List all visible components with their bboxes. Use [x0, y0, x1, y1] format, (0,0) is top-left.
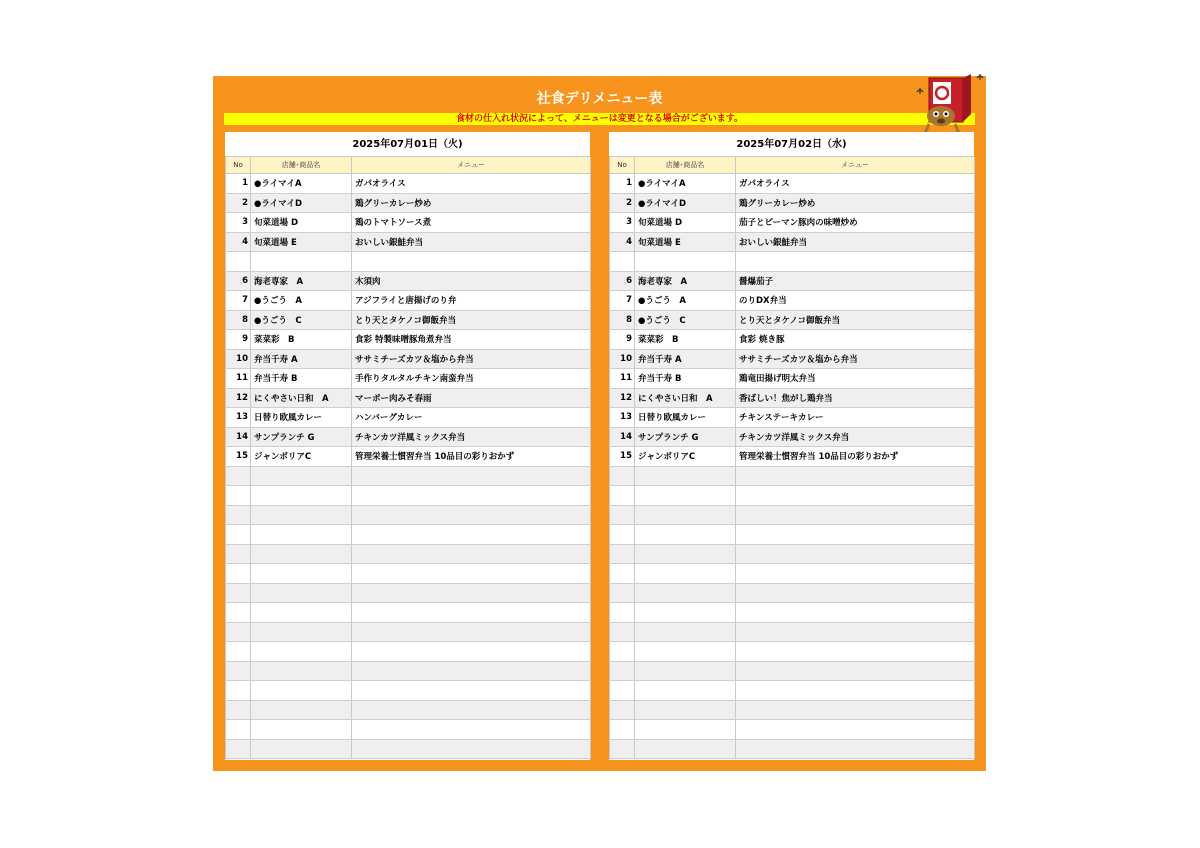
cell-no: 2: [610, 193, 635, 213]
cell-no: 13: [610, 408, 635, 428]
empty-row: [226, 603, 591, 623]
empty-row: [610, 564, 975, 584]
empty-cell: [226, 681, 251, 701]
cell-no: 15: [610, 447, 635, 467]
empty-cell: [251, 661, 352, 681]
empty-row: [226, 525, 591, 545]
empty-cell: [352, 505, 591, 525]
cell-no: 15: [226, 447, 251, 467]
empty-cell: [610, 622, 635, 642]
empty-row: [610, 681, 975, 701]
table-row: [610, 232, 975, 252]
cell-menu: 鶏グリーカレー炒め: [736, 193, 975, 213]
empty-cell: [635, 739, 736, 759]
table-row: [226, 310, 591, 330]
empty-cell: [736, 603, 975, 623]
empty-row: [226, 720, 591, 740]
table-row: [610, 330, 975, 350]
table-row: [610, 310, 975, 330]
cell-menu: 鶏竜田揚げ明太弁当: [736, 369, 975, 389]
cell-no: 6: [226, 271, 251, 291]
empty-cell: [736, 466, 975, 486]
cell-no: 8: [226, 310, 251, 330]
table-row: [610, 213, 975, 233]
empty-row: [226, 466, 591, 486]
cell-menu: 管理栄養士慣習弁当 10品目の彩りおかず: [352, 447, 591, 467]
empty-cell: [352, 583, 591, 603]
cell-store: ●ライマイA: [635, 174, 736, 194]
table-row: [610, 174, 975, 194]
empty-row: [610, 622, 975, 642]
empty-cell: [251, 505, 352, 525]
empty-cell: [226, 739, 251, 759]
empty-row: [226, 700, 591, 720]
empty-cell: [251, 544, 352, 564]
empty-cell: [352, 486, 591, 506]
empty-cell: [352, 466, 591, 486]
date-header: 2025年07月01日（火): [225, 132, 590, 157]
cell-no: 9: [610, 330, 635, 350]
empty-cell: [635, 622, 736, 642]
table-row: [226, 369, 591, 389]
cell-no: 7: [226, 291, 251, 311]
empty-cell: [251, 681, 352, 701]
empty-cell: [736, 583, 975, 603]
cell-no: 7: [610, 291, 635, 311]
empty-row: [610, 661, 975, 681]
table-row: [226, 447, 591, 467]
cell-store: 旬菜道場 E: [251, 232, 352, 252]
table-row: [226, 232, 591, 252]
cell-store: 菜菜彩 B: [251, 330, 352, 350]
cell-menu: チキンステーキカレー: [736, 408, 975, 428]
cell-no: 11: [226, 369, 251, 389]
empty-cell: [226, 466, 251, 486]
empty-cell: [610, 720, 635, 740]
empty-cell: [226, 583, 251, 603]
empty-cell: [610, 525, 635, 545]
empty-row: [226, 564, 591, 584]
empty-cell: [635, 486, 736, 506]
table-row: [610, 388, 975, 408]
empty-cell: [736, 564, 975, 584]
cell-menu: ハンバーグカレー: [352, 408, 591, 428]
cell-no: [610, 252, 635, 272]
empty-cell: [226, 642, 251, 662]
empty-cell: [226, 505, 251, 525]
empty-row: [226, 681, 591, 701]
empty-cell: [736, 622, 975, 642]
empty-cell: [251, 700, 352, 720]
empty-cell: [352, 642, 591, 662]
cell-store: [635, 252, 736, 272]
cell-menu: 木須肉: [352, 271, 591, 291]
cell-store: ●うごう C: [251, 310, 352, 330]
empty-cell: [251, 642, 352, 662]
cell-store: 弁当千寿 B: [635, 369, 736, 389]
empty-cell: [352, 720, 591, 740]
empty-cell: [736, 700, 975, 720]
col-menu: メニュー: [736, 157, 975, 174]
table-row: [610, 427, 975, 447]
cell-store: 弁当千寿 B: [251, 369, 352, 389]
cell-no: 10: [226, 349, 251, 369]
empty-cell: [610, 544, 635, 564]
cell-store: ●うごう A: [635, 291, 736, 311]
empty-cell: [635, 681, 736, 701]
cell-store: 弁当千寿 A: [635, 349, 736, 369]
empty-cell: [352, 681, 591, 701]
cell-no: 12: [610, 388, 635, 408]
empty-cell: [352, 544, 591, 564]
cell-menu: アジフライと唐揚げのり弁: [352, 291, 591, 311]
cell-menu: 手作りタルタルチキン南蛮弁当: [352, 369, 591, 389]
cell-store: ●ライマイD: [635, 193, 736, 213]
empty-row: [610, 505, 975, 525]
empty-cell: [736, 739, 975, 759]
table-row: [610, 408, 975, 428]
empty-row: [226, 505, 591, 525]
table-row: [226, 349, 591, 369]
empty-cell: [635, 720, 736, 740]
cell-menu: おいしい銀鮭弁当: [352, 232, 591, 252]
table-row: [610, 369, 975, 389]
table-row: [610, 349, 975, 369]
empty-cell: [736, 720, 975, 740]
cell-store: サンプランチ G: [251, 427, 352, 447]
table-row: [226, 174, 591, 194]
empty-cell: [352, 564, 591, 584]
table-row: [226, 213, 591, 233]
empty-cell: [226, 661, 251, 681]
empty-cell: [736, 486, 975, 506]
cell-store: ●うごう C: [635, 310, 736, 330]
cell-menu: 香ばしい！焦がし鶏弁当: [736, 388, 975, 408]
empty-cell: [352, 739, 591, 759]
table-row: [610, 447, 975, 467]
cell-menu: 茄子とピーマン豚肉の味噌炒め: [736, 213, 975, 233]
empty-cell: [635, 525, 736, 545]
cell-no: 4: [226, 232, 251, 252]
cell-store: ジャンボリアC: [635, 447, 736, 467]
empty-cell: [736, 681, 975, 701]
empty-row: [610, 544, 975, 564]
col-store: 店舗･商品名: [251, 157, 352, 174]
empty-row: [610, 525, 975, 545]
menu-table: [225, 157, 591, 759]
cell-menu: 鶏のトマトソース煮: [352, 213, 591, 233]
col-store: 店舗･商品名: [635, 157, 736, 174]
empty-cell: [610, 603, 635, 623]
cell-menu: チキンカツ洋風ミックス弁当: [736, 427, 975, 447]
day-panel-2: [609, 132, 974, 760]
cell-menu: [736, 252, 975, 272]
empty-cell: [251, 720, 352, 740]
cell-store: 海老専家 A: [251, 271, 352, 291]
empty-cell: [635, 466, 736, 486]
cell-store: にくやさい日和 A: [635, 388, 736, 408]
empty-cell: [635, 603, 736, 623]
table-row: [226, 193, 591, 213]
cell-store: ●ライマイD: [251, 193, 352, 213]
empty-row: [226, 583, 591, 603]
cell-menu: ガパオライス: [736, 174, 975, 194]
col-no: No: [226, 157, 251, 174]
cell-store: 旬菜道場 E: [635, 232, 736, 252]
empty-cell: [226, 622, 251, 642]
empty-cell: [635, 661, 736, 681]
cell-no: 10: [610, 349, 635, 369]
empty-cell: [635, 564, 736, 584]
cell-menu: のりDX弁当: [736, 291, 975, 311]
cell-store: 日替り欧風カレー: [635, 408, 736, 428]
empty-cell: [251, 739, 352, 759]
empty-row: [610, 700, 975, 720]
empty-row: [226, 486, 591, 506]
empty-cell: [610, 700, 635, 720]
empty-cell: [226, 486, 251, 506]
empty-cell: [610, 739, 635, 759]
table-row: [610, 271, 975, 291]
cell-no: 2: [226, 193, 251, 213]
cell-no: 9: [226, 330, 251, 350]
empty-cell: [610, 681, 635, 701]
empty-cell: [251, 525, 352, 545]
empty-cell: [736, 661, 975, 681]
cell-no: 3: [610, 213, 635, 233]
table-row: [226, 330, 591, 350]
cell-no: 1: [226, 174, 251, 194]
empty-cell: [251, 603, 352, 623]
cell-store: 旬菜道場 D: [251, 213, 352, 233]
table-row: [226, 427, 591, 447]
cell-store: ジャンボリアC: [251, 447, 352, 467]
table-row: [610, 193, 975, 213]
sheet-title: 社食デリメニュー表: [536, 91, 663, 107]
cell-store: ●うごう A: [251, 291, 352, 311]
cell-store: にくやさい日和 A: [251, 388, 352, 408]
cell-store: ●ライマイA: [251, 174, 352, 194]
empty-cell: [635, 505, 736, 525]
cell-no: 14: [610, 427, 635, 447]
empty-cell: [226, 720, 251, 740]
cell-menu: ガパオライス: [352, 174, 591, 194]
empty-row: [226, 544, 591, 564]
empty-cell: [610, 466, 635, 486]
cell-no: 6: [610, 271, 635, 291]
table-row: [610, 252, 975, 272]
cell-menu: とり天とタケノコ御飯弁当: [352, 310, 591, 330]
table-row: [226, 408, 591, 428]
empty-cell: [610, 583, 635, 603]
empty-cell: [635, 583, 736, 603]
cell-menu: 鶏グリーカレー炒め: [352, 193, 591, 213]
cell-menu: ササミチーズカツ＆塩から弁当: [352, 349, 591, 369]
empty-row: [610, 739, 975, 759]
empty-row: [610, 603, 975, 623]
cell-menu: [352, 252, 591, 272]
cell-menu: とり天とタケノコ御飯弁当: [736, 310, 975, 330]
cell-store: 弁当千寿 A: [251, 349, 352, 369]
col-menu: メニュー: [352, 157, 591, 174]
empty-row: [226, 739, 591, 759]
cell-store: 海老専家 A: [635, 271, 736, 291]
empty-cell: [251, 583, 352, 603]
empty-cell: [226, 544, 251, 564]
cell-menu: チキンカツ洋風ミックス弁当: [352, 427, 591, 447]
cell-no: 14: [226, 427, 251, 447]
empty-cell: [736, 505, 975, 525]
empty-cell: [736, 544, 975, 564]
empty-cell: [736, 525, 975, 545]
empty-cell: [610, 505, 635, 525]
empty-cell: [352, 700, 591, 720]
cell-store: サンプランチ G: [635, 427, 736, 447]
date-header: 2025年07月02日（水): [609, 132, 974, 157]
table-row: [610, 291, 975, 311]
cell-no: [226, 252, 251, 272]
empty-row: [610, 583, 975, 603]
empty-cell: [635, 642, 736, 662]
empty-row: [610, 720, 975, 740]
menu-sheet: [213, 76, 986, 771]
empty-cell: [251, 486, 352, 506]
empty-cell: [610, 564, 635, 584]
empty-row: [610, 642, 975, 662]
empty-cell: [352, 603, 591, 623]
cell-menu: ササミチーズカツ＆塩から弁当: [736, 349, 975, 369]
empty-cell: [226, 525, 251, 545]
empty-cell: [610, 642, 635, 662]
cell-no: 8: [610, 310, 635, 330]
menu-table: [609, 157, 975, 759]
cell-menu: 食彩 特製味噌豚角煮弁当: [352, 330, 591, 350]
cell-no: 12: [226, 388, 251, 408]
empty-cell: [736, 642, 975, 662]
empty-cell: [610, 486, 635, 506]
cell-store: 旬菜道場 D: [635, 213, 736, 233]
empty-cell: [352, 622, 591, 642]
cell-no: 4: [610, 232, 635, 252]
empty-cell: [226, 700, 251, 720]
empty-row: [226, 642, 591, 662]
empty-cell: [251, 466, 352, 486]
empty-row: [610, 486, 975, 506]
empty-cell: [635, 544, 736, 564]
day-panel-1: [225, 132, 590, 760]
empty-cell: [251, 622, 352, 642]
empty-cell: [226, 564, 251, 584]
table-row: [226, 271, 591, 291]
table-row: [226, 388, 591, 408]
cell-store: [251, 252, 352, 272]
cell-no: 13: [226, 408, 251, 428]
empty-cell: [352, 525, 591, 545]
cell-menu: マーボー肉みそ春雨: [352, 388, 591, 408]
cell-no: 3: [226, 213, 251, 233]
cell-menu: 醤爆茄子: [736, 271, 975, 291]
empty-cell: [226, 603, 251, 623]
empty-cell: [635, 700, 736, 720]
cell-store: 日替り欧風カレー: [251, 408, 352, 428]
table-row: [226, 291, 591, 311]
cell-no: 11: [610, 369, 635, 389]
empty-row: [226, 622, 591, 642]
empty-row: [226, 661, 591, 681]
cell-menu: 食彩 焼き豚: [736, 330, 975, 350]
empty-cell: [251, 564, 352, 584]
cell-menu: おいしい銀鮭弁当: [736, 232, 975, 252]
empty-cell: [610, 661, 635, 681]
cell-store: 菜菜彩 B: [635, 330, 736, 350]
notice-banner: 食材の仕入れ状況によって、メニューは変更となる場合がございます。: [224, 113, 975, 125]
cell-no: 1: [610, 174, 635, 194]
cell-menu: 管理栄養士慣習弁当 10品目の彩りおかず: [736, 447, 975, 467]
col-no: No: [610, 157, 635, 174]
empty-cell: [352, 661, 591, 681]
empty-row: [610, 466, 975, 486]
table-row: [226, 252, 591, 272]
